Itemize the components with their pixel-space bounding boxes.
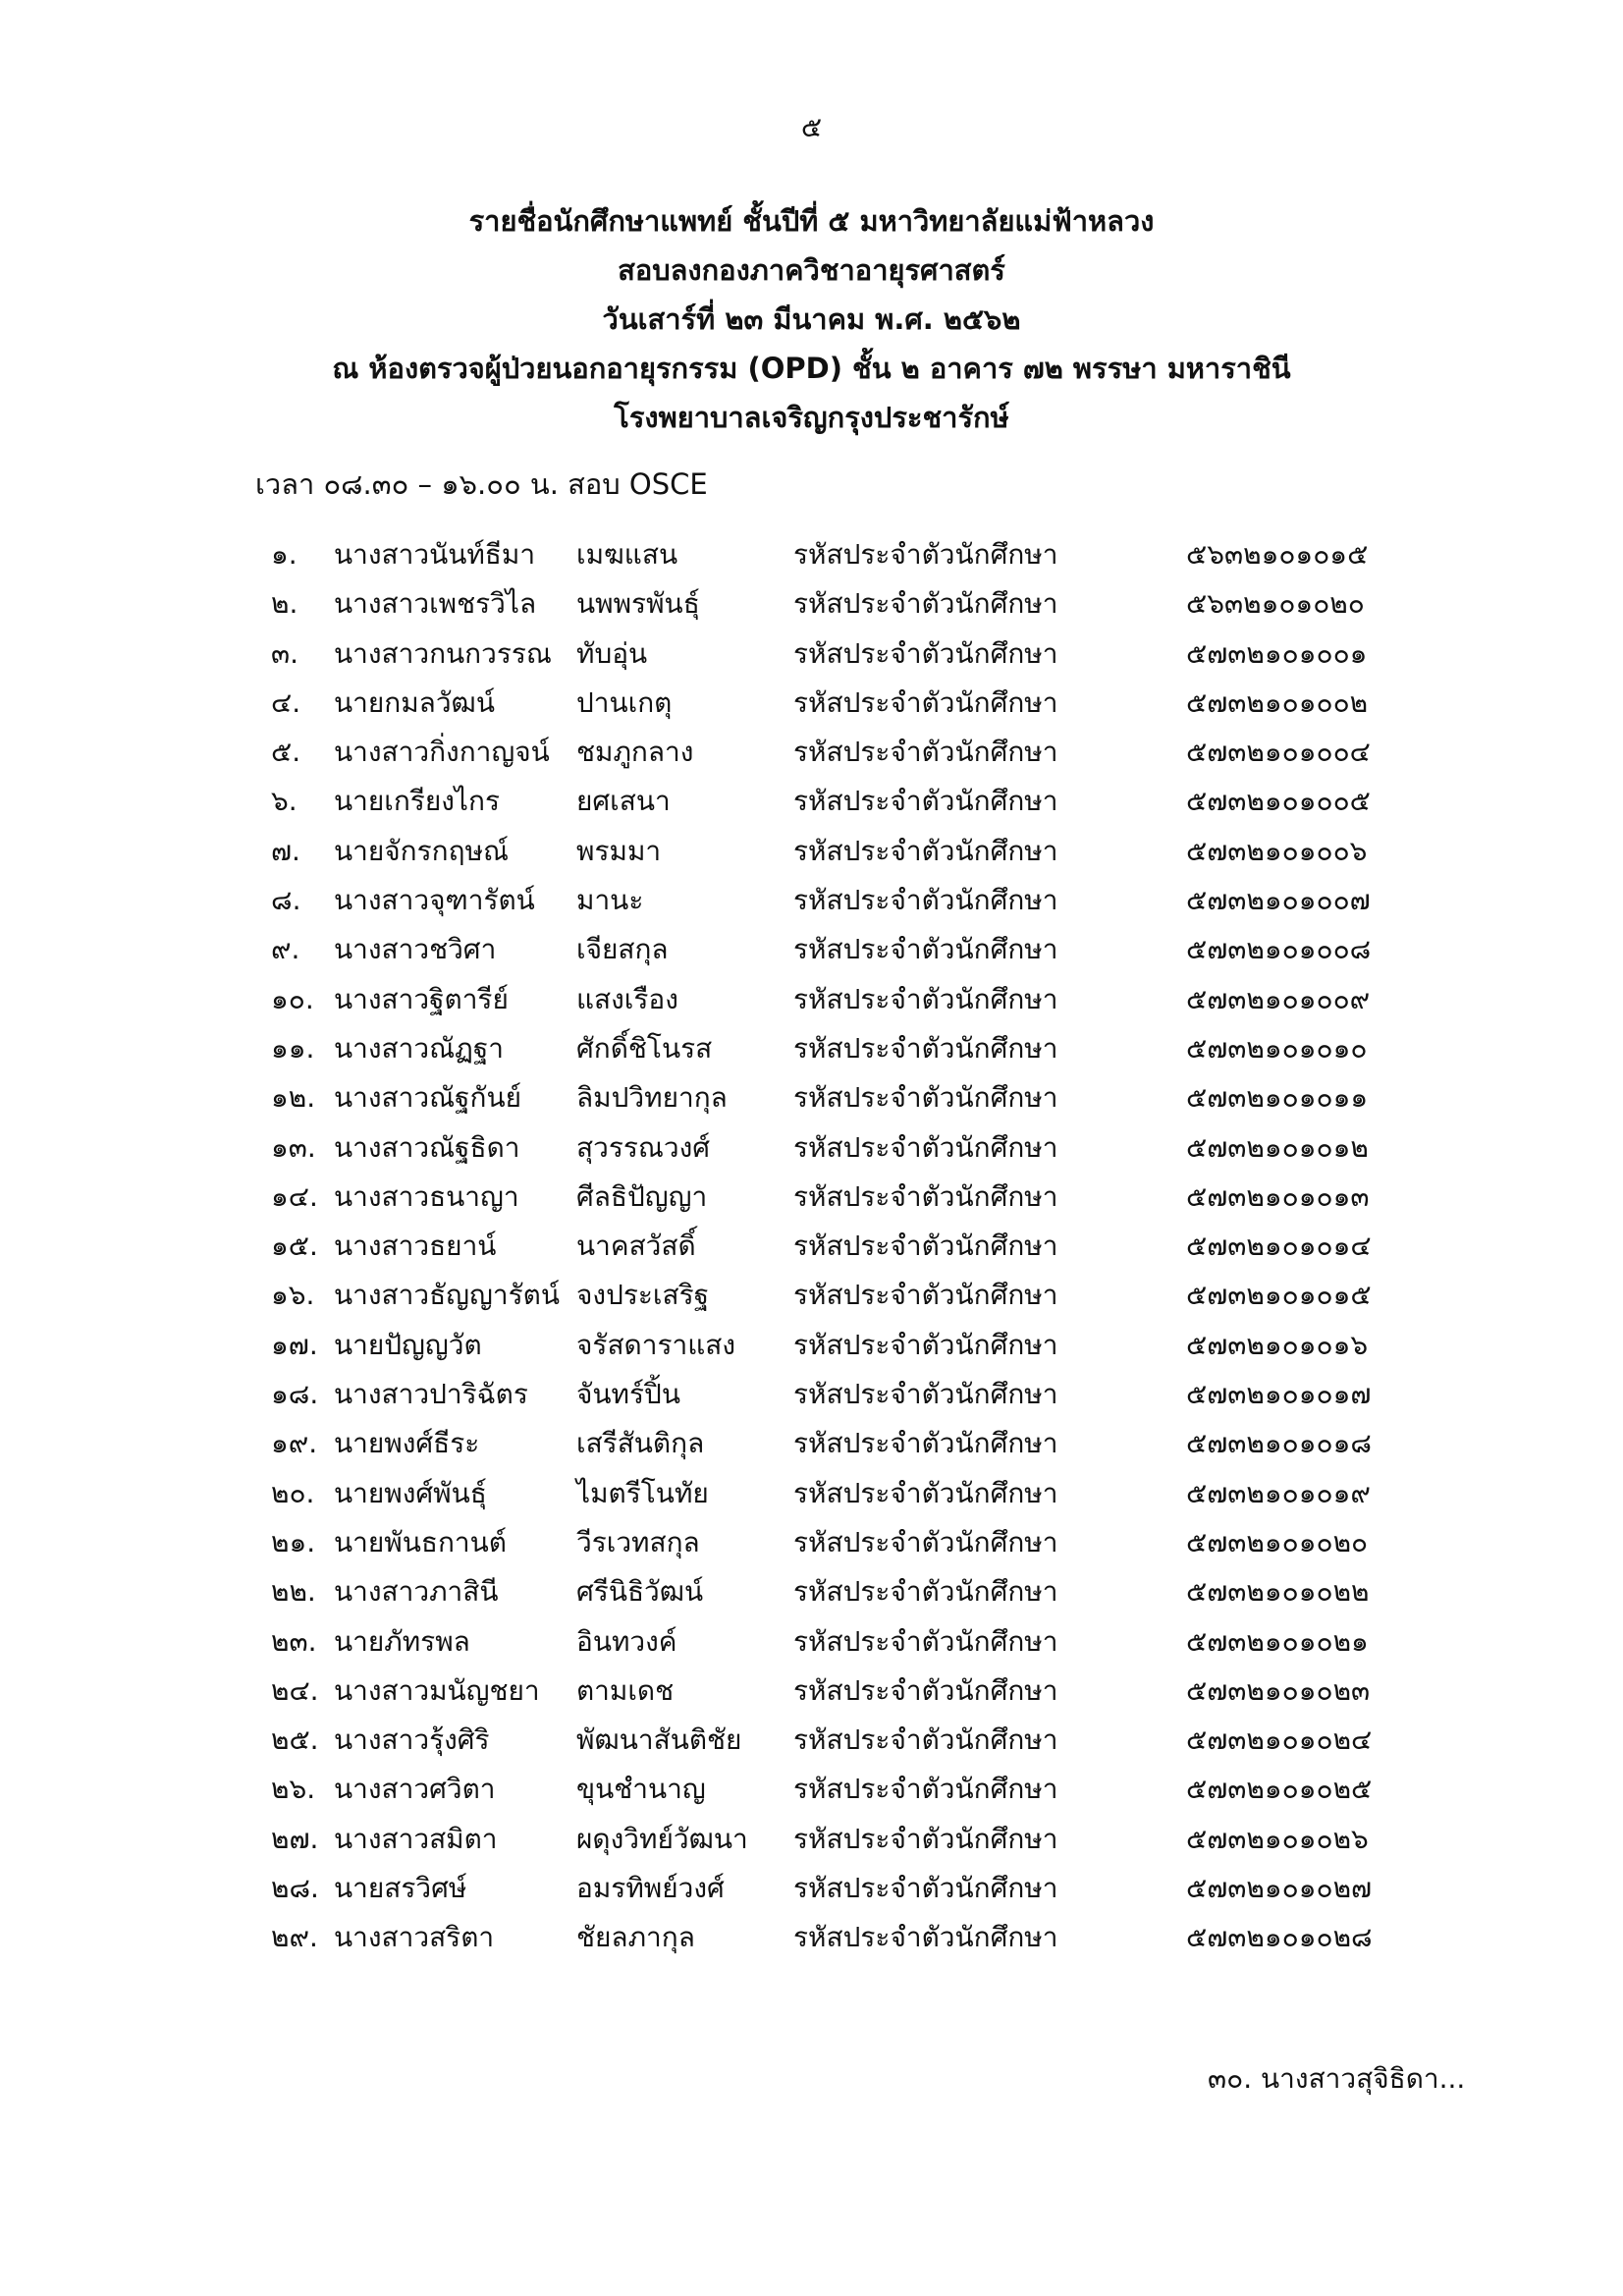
student-last-name: ทับอุ่น	[576, 636, 648, 670]
student-id-label: รหัสประจำตัวนักศึกษา	[793, 587, 1058, 621]
student-id-label: รหัสประจำตัวนักศึกษา	[793, 933, 1058, 966]
header-hospital: โรงพยาบาลเจริญกรุงประชารักษ์	[614, 401, 1009, 434]
student-first-name: นายกมลวัฒน์	[334, 685, 495, 719]
student-number: ๕.	[271, 736, 301, 769]
student-id: ๕๗๓๒๑๐๑๐๒๓	[1186, 1673, 1371, 1707]
student-id: ๕๗๓๒๑๐๑๐๑๖	[1186, 1328, 1369, 1361]
student-last-name: ศักดิ์ชิโนรส	[576, 1031, 713, 1065]
student-id-label: รหัสประจำตัวนักศึกษา	[793, 1723, 1058, 1757]
student-last-name: ขุนชำนาญ	[576, 1773, 706, 1806]
student-row	[0, 1617, 1623, 1667]
student-id-label: รหัสประจำตัวนักศึกษา	[793, 1279, 1058, 1312]
student-row	[0, 1716, 1623, 1765]
student-id-label: รหัสประจำตัวนักศึกษา	[793, 1624, 1058, 1658]
student-last-name: วีรเวทสกุล	[576, 1525, 700, 1558]
student-id: ๕๗๓๒๑๐๑๐๑๙	[1186, 1476, 1371, 1509]
student-last-name: อมรทิพย์วงศ์	[576, 1872, 725, 1905]
student-list	[0, 530, 1623, 1963]
student-last-name: ศรีนิธิวัฒน์	[576, 1575, 704, 1609]
student-id: ๕๖๓๒๑๐๑๐๑๕	[1186, 538, 1369, 571]
student-id: ๕๗๓๒๑๐๑๐๐๒	[1186, 685, 1369, 719]
student-number: ๒๖.	[271, 1773, 316, 1806]
student-id-label: รหัสประจำตัวนักศึกษา	[793, 1673, 1058, 1707]
student-last-name: ลิมปวิทยากุล	[576, 1081, 728, 1115]
student-first-name: นางสาวปาริฉัตร	[334, 1378, 528, 1411]
student-number: ๒๗.	[271, 1822, 319, 1855]
student-last-name: นพพรพันธุ์	[576, 587, 700, 621]
student-last-name: พัฒนาสันติชัย	[576, 1723, 742, 1757]
student-first-name: นางสาวธยาน์	[334, 1230, 497, 1263]
student-id-label: รหัสประจำตัวนักศึกษา	[793, 884, 1058, 917]
student-number: ๑๘.	[271, 1378, 319, 1411]
student-id-label: รหัสประจำตัวนักศึกษา	[793, 1427, 1058, 1460]
student-number: ๒๔.	[271, 1673, 319, 1707]
student-number: ๑๒.	[271, 1081, 316, 1115]
student-id-label: รหัสประจำตัวนักศึกษา	[793, 1872, 1058, 1905]
student-row	[0, 530, 1623, 579]
student-id-label: รหัสประจำตัวนักศึกษา	[793, 1179, 1058, 1213]
header-location: ณ ห้องตรวจผู้ป่วยนอกอายุรกรรม (OPD) ชั้น ๒ อาคาร ๗๒ พรรษา มหาราชินี	[332, 352, 1291, 385]
student-row	[0, 579, 1623, 629]
student-first-name: นางสาวศวิตา	[334, 1773, 496, 1806]
student-id: ๕๗๓๒๑๐๑๐๐๑	[1186, 636, 1368, 670]
student-last-name: ชัยลภากุล	[576, 1921, 695, 1954]
exam-time: เวลา ๐๘.๓๐ – ๑๖.๐๐ น. สอบ OSCE	[255, 467, 708, 501]
student-number: ๒.	[271, 587, 298, 621]
student-id-label: รหัสประจำตัวนักศึกษา	[793, 685, 1058, 719]
student-id-label: รหัสประจำตัวนักศึกษา	[793, 538, 1058, 571]
student-number: ๑๙.	[271, 1427, 318, 1460]
student-last-name: ผดุงวิทย์วัฒนา	[576, 1822, 748, 1855]
student-first-name: นายภัทรพล	[334, 1624, 470, 1658]
student-first-name: นางสาวภาสินี	[334, 1575, 499, 1609]
student-number: ๒๘.	[271, 1872, 319, 1905]
student-id: ๕๗๓๒๑๐๑๐๒๖	[1186, 1822, 1369, 1855]
student-id-label: รหัสประจำตัวนักศึกษา	[793, 1822, 1058, 1855]
student-first-name: นางสาวสริตา	[334, 1921, 495, 1954]
student-id-label: รหัสประจำตัวนักศึกษา	[793, 1921, 1058, 1954]
student-first-name: นางสาวจุฑารัตน์	[334, 884, 535, 917]
student-row	[0, 1123, 1623, 1173]
student-id: ๕๗๓๒๑๐๑๐๒๐	[1186, 1525, 1369, 1558]
student-id: ๕๗๓๒๑๐๑๐๐๙	[1186, 982, 1371, 1015]
student-id: ๕๗๓๒๑๐๑๐๑๔	[1186, 1230, 1372, 1263]
student-row	[0, 876, 1623, 925]
student-row	[0, 1222, 1623, 1271]
student-id-label: รหัสประจำตัวนักศึกษา	[793, 1476, 1058, 1509]
student-last-name: มานะ	[576, 884, 644, 917]
student-number: ๑๖.	[271, 1279, 315, 1312]
student-first-name: นายพงศ์พันธุ์	[334, 1476, 487, 1509]
student-number: ๑๗.	[271, 1328, 318, 1361]
student-id-label: รหัสประจำตัวนักศึกษา	[793, 785, 1058, 818]
header-department: สอบลงกองภาควิชาอายุรศาสตร์	[618, 253, 1005, 287]
student-id: ๕๗๓๒๑๐๑๐๑๘	[1186, 1427, 1372, 1460]
student-id: ๕๗๓๒๑๐๑๐๑๓	[1186, 1179, 1370, 1213]
student-first-name: นายพันธกานต์	[334, 1525, 507, 1558]
student-row	[0, 1073, 1623, 1122]
student-id: ๕๖๓๒๑๐๑๐๒๐	[1186, 587, 1365, 621]
student-row	[0, 925, 1623, 974]
student-row	[0, 679, 1623, 728]
header-date: วันเสาร์ที่ ๒๓ มีนาคม พ.ศ. ๒๕๖๒	[602, 302, 1021, 336]
student-number: ๒๒.	[271, 1575, 316, 1609]
student-first-name: นางสาวนันท์ธีมา	[334, 538, 536, 571]
student-id-label: รหัสประจำตัวนักศึกษา	[793, 1031, 1058, 1065]
document-header	[0, 196, 1623, 442]
student-first-name: นายพงศ์ธีระ	[334, 1427, 480, 1460]
student-row	[0, 1518, 1623, 1567]
student-row	[0, 1567, 1623, 1616]
student-first-name: นางสาวณัฐธิดา	[334, 1130, 520, 1164]
student-id-label: รหัสประจำตัวนักศึกษา	[793, 636, 1058, 670]
student-last-name: แสงเรือง	[576, 982, 678, 1015]
student-last-name: อินทวงค์	[576, 1624, 677, 1658]
student-id-label: รหัสประจำตัวนักศึกษา	[793, 1525, 1058, 1558]
student-first-name: นายปัญญวัต	[334, 1328, 482, 1361]
student-first-name: นายสรวิศษ์	[334, 1872, 467, 1905]
student-id: ๕๗๓๒๑๐๑๐๑๐	[1186, 1031, 1368, 1065]
student-number: ๙.	[271, 933, 300, 966]
student-id: ๕๗๓๒๑๐๑๐๐๕	[1186, 785, 1371, 818]
student-first-name: นางสาวฐิตารีย์	[334, 982, 509, 1015]
student-last-name: สุวรรณวงศ์	[576, 1130, 711, 1164]
student-id: ๕๗๓๒๑๐๑๐๑๑	[1186, 1081, 1369, 1115]
student-number: ๒๓.	[271, 1624, 317, 1658]
student-row	[0, 777, 1623, 826]
student-last-name: เจียสกุล	[576, 933, 669, 966]
student-number: ๑๐.	[271, 982, 314, 1015]
student-row	[0, 1321, 1623, 1370]
student-id-label: รหัสประจำตัวนักศึกษา	[793, 1773, 1058, 1806]
student-row	[0, 728, 1623, 777]
student-number: ๑๑.	[271, 1031, 315, 1065]
student-last-name: เสรีสันติกุล	[576, 1427, 705, 1460]
student-number: ๒๕.	[271, 1723, 319, 1757]
student-first-name: นางสาวชวิศา	[334, 933, 497, 966]
student-number: ๑.	[271, 538, 298, 571]
student-last-name: จันทร์ปิ้น	[576, 1378, 680, 1411]
student-row	[0, 1667, 1623, 1716]
student-id-label: รหัสประจำตัวนักศึกษา	[793, 982, 1058, 1015]
student-number: ๒๐.	[271, 1476, 315, 1509]
student-id: ๕๗๓๒๑๐๑๐๒๔	[1186, 1723, 1373, 1757]
student-row	[0, 975, 1623, 1024]
student-first-name: นางสาวกิ่งกาญจน์	[334, 736, 550, 769]
student-row	[0, 827, 1623, 876]
student-row	[0, 1024, 1623, 1073]
student-first-name: นางสาวสมิตา	[334, 1822, 498, 1855]
student-last-name: จงประเสริฐ	[576, 1279, 710, 1312]
student-id: ๕๗๓๒๑๐๑๐๒๒	[1186, 1575, 1370, 1609]
student-last-name: ศีลธิปัญญา	[576, 1179, 708, 1213]
header-title: รายชื่อนักศึกษาแพทย์ ชั้นปีที่ ๕ มหาวิทยาลัยแม่ฟ้าหลวง	[468, 204, 1155, 238]
student-id: ๕๗๓๒๑๐๑๐๒๕	[1186, 1773, 1373, 1806]
student-first-name: นางสาวณัฐกันย์	[334, 1081, 521, 1115]
student-first-name: นางสาวมนัญชยา	[334, 1673, 540, 1707]
student-row	[0, 1419, 1623, 1468]
student-row	[0, 1765, 1623, 1814]
student-last-name: ไมตรีโนทัย	[576, 1476, 709, 1509]
student-number: ๑๕.	[271, 1230, 318, 1263]
student-row	[0, 1370, 1623, 1419]
student-number: ๓.	[271, 636, 299, 670]
student-first-name: นางสาวกนกวรรณ	[334, 636, 552, 670]
student-id: ๕๗๓๒๑๐๑๐๐๘	[1186, 933, 1372, 966]
student-last-name: ปานเกตุ	[576, 685, 673, 719]
student-id: ๕๗๓๒๑๐๑๐๑๒	[1186, 1130, 1369, 1164]
page-number: ๕	[800, 111, 823, 143]
student-last-name: ยศเสนา	[576, 785, 671, 818]
continuation-note: ๓๐. นางสาวสุจิธิดา...	[1208, 2062, 1466, 2095]
student-id: ๕๗๓๒๑๐๑๐๐๗	[1186, 884, 1371, 917]
student-id-label: รหัสประจำตัวนักศึกษา	[793, 1130, 1058, 1164]
student-row	[0, 1864, 1623, 1913]
student-row	[0, 1469, 1623, 1518]
student-number: ๘.	[271, 884, 301, 917]
student-first-name: นางสาวเพชรวิไล	[334, 587, 537, 621]
student-id-label: รหัสประจำตัวนักศึกษา	[793, 1575, 1058, 1609]
student-number: ๒๙.	[271, 1921, 318, 1954]
student-last-name: ชมภูกลาง	[576, 736, 694, 769]
student-id: ๕๗๓๒๑๐๑๐๐๔	[1186, 736, 1371, 769]
student-first-name: นายจักรกฤษณ์	[334, 834, 510, 867]
student-row	[0, 1913, 1623, 1962]
student-last-name: เมฆแสน	[576, 538, 678, 571]
student-id-label: รหัสประจำตัวนักศึกษา	[793, 1081, 1058, 1115]
student-id: ๕๗๓๒๑๐๑๐๒๑	[1186, 1624, 1369, 1658]
student-last-name: ตามเดช	[576, 1673, 675, 1707]
student-id-label: รหัสประจำตัวนักศึกษา	[793, 1328, 1058, 1361]
student-id-label: รหัสประจำตัวนักศึกษา	[793, 1378, 1058, 1411]
student-id-label: รหัสประจำตัวนักศึกษา	[793, 1230, 1058, 1263]
student-number: ๖.	[271, 785, 298, 818]
student-row	[0, 629, 1623, 679]
student-id: ๕๗๓๒๑๐๑๐๒๗	[1186, 1872, 1373, 1905]
student-id-label: รหัสประจำตัวนักศึกษา	[793, 736, 1058, 769]
student-id: ๕๗๓๒๑๐๑๐๐๖	[1186, 834, 1368, 867]
student-row	[0, 1173, 1623, 1222]
student-number: ๔.	[271, 685, 301, 719]
student-last-name: นาคสวัสดิ์	[576, 1230, 696, 1263]
student-row	[0, 1815, 1623, 1864]
student-first-name: นายเกรียงไกร	[334, 785, 500, 818]
student-id: ๕๗๓๒๑๐๑๐๑๕	[1186, 1279, 1372, 1312]
student-first-name: นางสาวรุ้งศิริ	[334, 1723, 490, 1757]
student-last-name: จรัสดาราแสง	[576, 1328, 736, 1361]
student-first-name: นางสาวณัฏฐา	[334, 1031, 505, 1065]
student-number: ๑๓.	[271, 1130, 316, 1164]
student-number: ๒๑.	[271, 1525, 316, 1558]
student-row	[0, 1271, 1623, 1320]
student-first-name: นางสาวธัญญารัตน์	[334, 1279, 560, 1312]
student-last-name: พรมมา	[576, 834, 662, 867]
student-id-label: รหัสประจำตัวนักศึกษา	[793, 834, 1058, 867]
student-number: ๗.	[271, 834, 300, 867]
student-first-name: นางสาวธนาญา	[334, 1179, 519, 1213]
student-id: ๕๗๓๒๑๐๑๐๑๗	[1186, 1378, 1372, 1411]
student-id: ๕๗๓๒๑๐๑๐๒๘	[1186, 1921, 1373, 1954]
student-number: ๑๔.	[271, 1179, 318, 1213]
